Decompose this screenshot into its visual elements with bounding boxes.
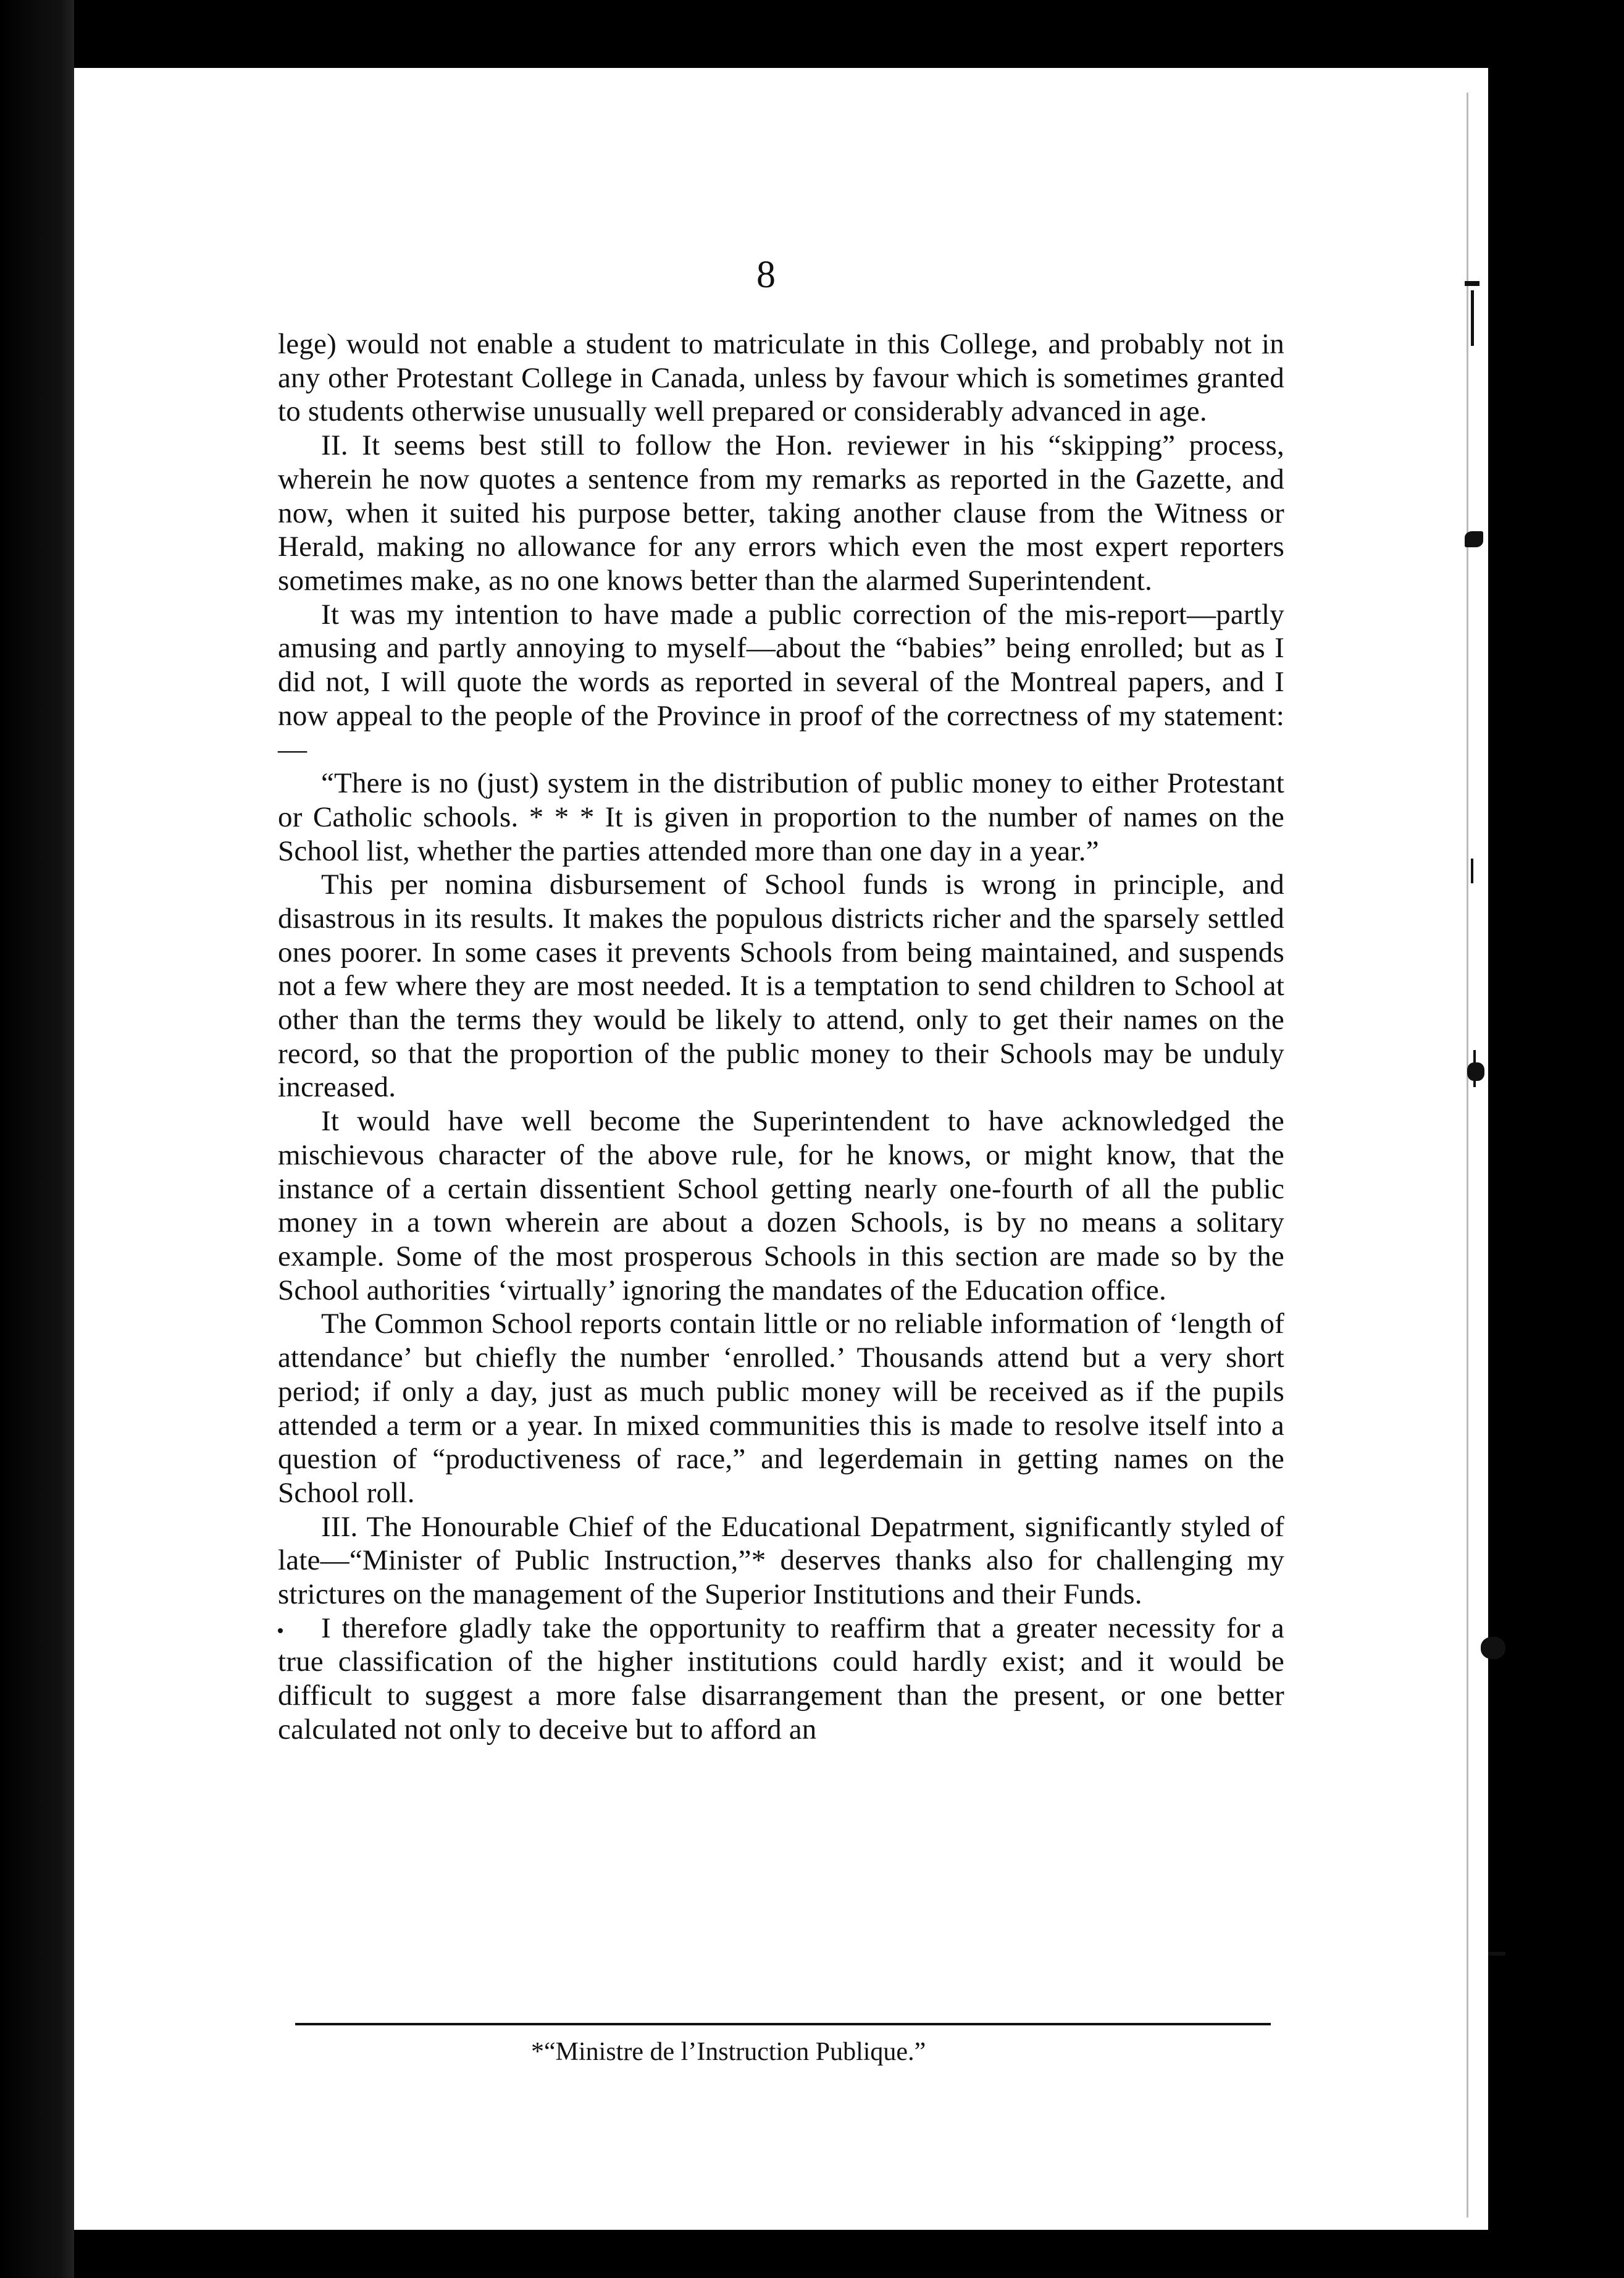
margin-mark — [1488, 1952, 1505, 1956]
scan-edge-line — [1467, 93, 1468, 2217]
paragraph-superintendent: It would have well become the Superintendent to have acknowledged the mischievous character of the above rule, for he knows, or might know, that the instance of a certain dissentient School getting nearly one-fourth of all the public money in a town wherein are about a dozen Schools, is by no means a solitary example. Some of the most prosperous Schools in this section are made so by the School authorities ‘virtually’ ignoring the mandates of the Education office. — [278, 1105, 1284, 1306]
paragraph-reaffirm: I therefore gladly take the opportunity to reaffirm that a greater necessity for a true classification of the higher institutions could hardly exist; and it would be difficult to suggest a more false disarrangement than the present, or one better calculated not only to deceive but to afford an — [278, 1612, 1284, 1746]
footnote-rule — [295, 2023, 1271, 2025]
page-number: 8 — [756, 254, 776, 296]
paragraph-misreport: It was my intention to have made a public correction of the mis-report—partly amusing and partly annoying to myself—about the “babies” being enrolled; but as I did not, I will quote the words as reported in several of the Montreal papers, and I now appeal to the people of the Province in proof of the correctness of my statement:— — [278, 598, 1284, 766]
margin-mark — [1471, 290, 1474, 346]
paragraph-per-nomina: This per nomina disbursement of School funds is wrong in principle, and disastrous in its results. It makes the populous districts richer and the sparsely settled ones poorer. In some cases it prevents Schools from being maintained, and suspends not a few where they are most needed. It is a temptation to send children to School at other than the terms they would be likely to attend, only to get their names on the record, so that the proportion of the public money to their Schools may be unduly increased. — [278, 868, 1284, 1104]
footnote: *“Ministre de l’Instruction Publique.” — [531, 2038, 926, 2066]
margin-mark — [1471, 859, 1473, 883]
paragraph-section-ii: II. It seems best still to follow the Hon. reviewer in his “skipping” process, wherein he now quotes a sentence from my remarks as reported in the Gazette, and now, when it suited his purpose better, taking another clause from the Witness or Herald, making no allowance for any errors which even the most expert reporters sometimes make, as no one knows better than the alarmed Superintendent. — [278, 429, 1284, 597]
body-text — [278, 327, 1284, 1747]
margin-mark — [1481, 1637, 1505, 1659]
scan-border-left — [0, 0, 74, 2278]
margin-mark — [1467, 1062, 1484, 1081]
margin-mark — [1465, 531, 1483, 547]
paragraph-section-iii: III. The Honourable Chief of the Educational Depatrment, significantly styled of late—“Minister of Public Instruction,”* deserves thanks also for challenging my strictures on the management of the Superior Institutions and their Funds. — [278, 1510, 1284, 1611]
paragraph-quotation: “There is no (just) system in the distribution of public money to either Protestant or Catholic schools. * * * It is given in proportion to the number of names on the School list, whether the parties attended more than one day in a year.” — [278, 767, 1284, 867]
margin-mark — [1465, 281, 1480, 286]
paragraph-school-reports: The Common School reports contain little or no reliable information of ‘length of attendance’ but chiefly the number ‘enrolled.’ Thousands attend but a very short period; if only a day, just as much public money will be received as if the pupils attended a term or a year. In mixed communities this is made to resolve itself into a question of “productiveness of race,” and legerdemain in getting names on the School roll. — [278, 1308, 1284, 1509]
paragraph-continued: lege) would not enable a student to matriculate in this College, and probably not in any other Protestant College in Canada, unless by favour which is sometimes granted to students otherwise unusually well prepared or considerably advanced in age. — [278, 328, 1284, 428]
